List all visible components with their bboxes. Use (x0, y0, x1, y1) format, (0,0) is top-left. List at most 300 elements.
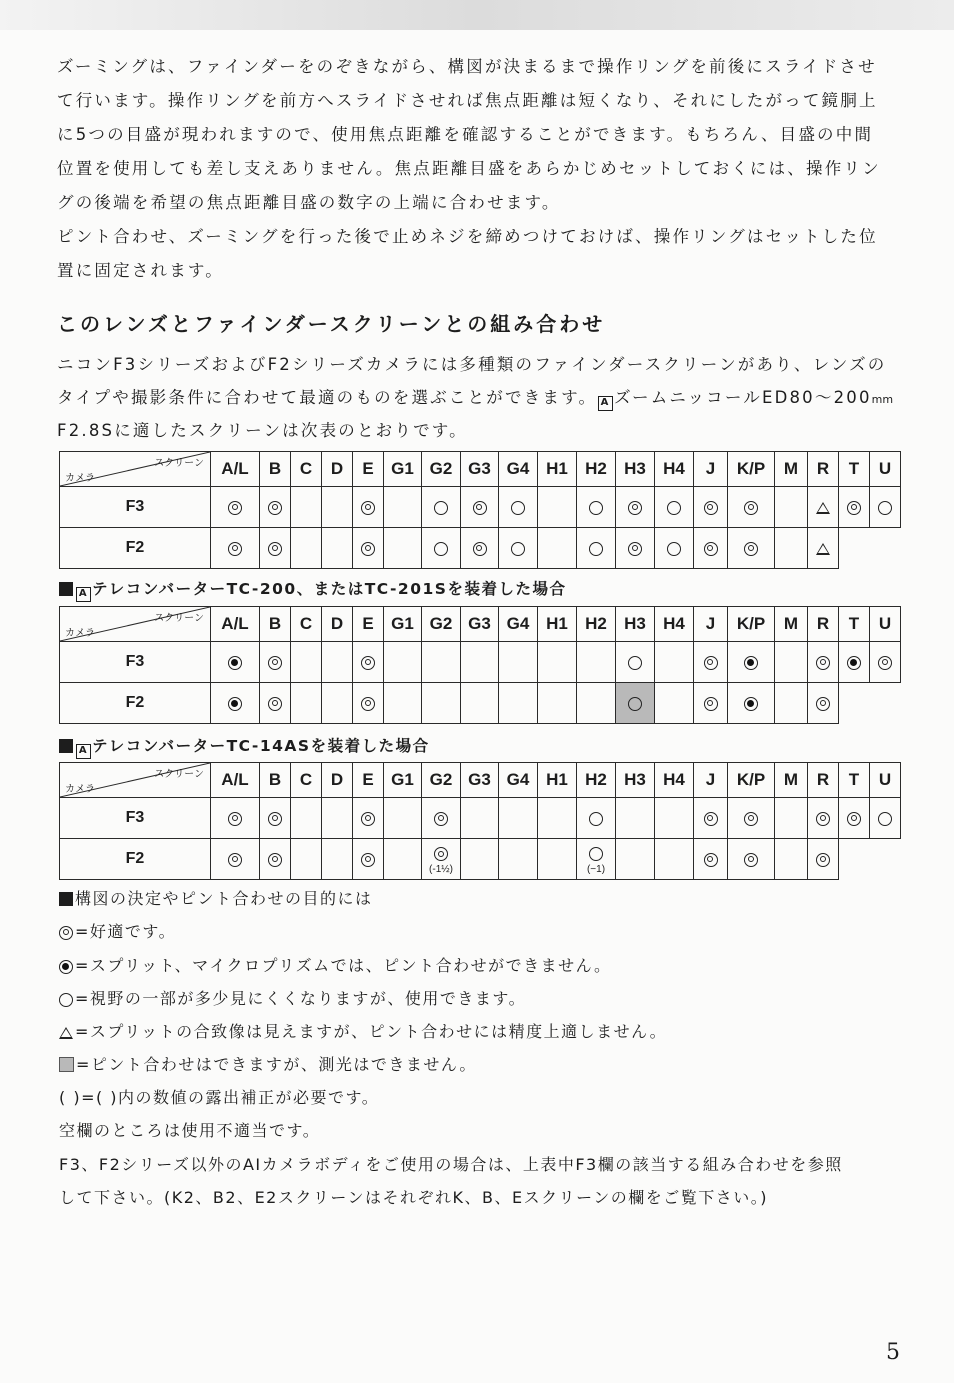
column-header: R (808, 452, 839, 487)
table-cell (353, 839, 384, 880)
table-cell (808, 683, 839, 724)
table-cell (422, 487, 461, 528)
table-cell (775, 683, 808, 724)
intro-line: ズーミングは、ファインダーをのぞきながら、構図が決まるまで操作リングを前後にスライドさせ (57, 57, 877, 76)
column-header: C (291, 607, 322, 642)
legend-item (59, 1019, 667, 1042)
column-header: H1 (538, 452, 577, 487)
table-cell (728, 683, 775, 724)
column-header: E (353, 452, 384, 487)
table-cell (577, 683, 616, 724)
double-circle-icon (361, 656, 375, 670)
double-circle-icon (268, 542, 282, 556)
column-header: H4 (655, 452, 694, 487)
table-cell (694, 798, 728, 839)
circle-icon (511, 542, 525, 556)
column-header: H2 (577, 452, 616, 487)
table-cell (461, 839, 499, 880)
table-cell (291, 642, 322, 683)
exposure-note: (-1½) (429, 863, 453, 875)
legend-blank: 空欄のところは使用不適当です。 (59, 1121, 321, 1140)
column-header: C (291, 452, 322, 487)
table-row (60, 798, 901, 839)
table-cell (291, 487, 322, 528)
table-cell (322, 642, 353, 683)
lens-name: ズームニッコールED80～200 (614, 388, 872, 407)
table-cell (655, 839, 694, 880)
table-cell (499, 528, 538, 569)
column-header: H2 (577, 763, 616, 798)
double-circle-icon (268, 656, 282, 670)
table-cell (728, 487, 775, 528)
table-cell (775, 487, 808, 528)
empty-area (839, 839, 870, 880)
circle-icon (628, 697, 642, 711)
header-corner (60, 763, 211, 798)
screen-table (59, 451, 901, 569)
table-cell (461, 683, 499, 724)
column-header: A/L (211, 763, 260, 798)
table-cell (728, 528, 775, 569)
table-cell (655, 798, 694, 839)
table-cell (422, 642, 461, 683)
legend-text: =好適です。 (75, 922, 177, 941)
shaded-box-icon (59, 1057, 74, 1072)
circle-icon (628, 656, 642, 670)
table-cell (461, 528, 499, 569)
column-header: C (291, 763, 322, 798)
table-cell (870, 487, 901, 528)
table-cell (577, 798, 616, 839)
table-cell (839, 487, 870, 528)
column-header: B (260, 452, 291, 487)
circle-icon (878, 501, 892, 515)
section-line (57, 381, 917, 417)
a-mark-icon: A (598, 396, 613, 411)
empty-area (870, 839, 901, 880)
column-header: G1 (384, 763, 422, 798)
table-cell (808, 798, 839, 839)
table-cell (839, 798, 870, 839)
header-corner (60, 452, 211, 487)
table-cell (384, 798, 422, 839)
table-cell (353, 528, 384, 569)
table-cell (538, 642, 577, 683)
table-cell (655, 528, 694, 569)
column-header: H2 (577, 607, 616, 642)
column-header: G4 (499, 607, 538, 642)
double-circle-icon (59, 926, 73, 940)
column-header: H4 (655, 763, 694, 798)
table-cell (353, 798, 384, 839)
table-cell (728, 798, 775, 839)
table-cell (655, 642, 694, 683)
camera-cell: F2 (60, 683, 211, 724)
double-circle-icon (704, 853, 718, 867)
double-circle-icon (473, 501, 487, 515)
table-cell (461, 798, 499, 839)
square-bullet-icon (59, 892, 73, 906)
table-cell (499, 642, 538, 683)
table-cell (211, 683, 260, 724)
camera-label: カメラ (65, 473, 95, 484)
column-header: R (808, 607, 839, 642)
table-row (60, 528, 901, 569)
table-cell (260, 683, 291, 724)
table-row (60, 487, 901, 528)
table-cell (538, 683, 577, 724)
camera-label: カメラ (65, 628, 95, 639)
double-circle-icon (268, 853, 282, 867)
column-header: H1 (538, 763, 577, 798)
table-cell (291, 683, 322, 724)
double-circle-icon (816, 697, 830, 711)
column-header: B (260, 763, 291, 798)
legend-note: F3、F2シリーズ以外のAIカメラボディをご使用の場合は、上表中F3欄の該当する組み合わせを参照 (59, 1155, 843, 1174)
table-cell (353, 487, 384, 528)
double-circle-icon (228, 542, 242, 556)
legend-text: =視野の一部が多少見にくくなりますが、使用できます。 (75, 989, 527, 1008)
column-header: H1 (538, 607, 577, 642)
table-cell (616, 528, 655, 569)
double-circle-icon (361, 853, 375, 867)
empty-area (870, 683, 901, 724)
filled-circle-icon (59, 960, 73, 974)
double-circle-icon (704, 812, 718, 826)
triangle-icon (816, 502, 830, 514)
table-row (60, 642, 901, 683)
column-header: G2 (422, 452, 461, 487)
table-cell (808, 487, 839, 528)
column-header: K/P (728, 607, 775, 642)
table-cell (384, 839, 422, 880)
a-mark-icon: A (76, 744, 91, 759)
legend-title (59, 886, 373, 909)
column-header: E (353, 607, 384, 642)
circle-icon (434, 501, 448, 515)
table-cell (322, 487, 353, 528)
table-cell (616, 798, 655, 839)
double-circle-icon (816, 812, 830, 826)
table-cell (322, 798, 353, 839)
column-header: H4 (655, 607, 694, 642)
table-cell (577, 528, 616, 569)
double-circle-icon (744, 542, 758, 556)
table-cell (499, 487, 538, 528)
table-cell (577, 642, 616, 683)
table-cell (694, 839, 728, 880)
legend-note: して下さい。(K2、B2、E2スクリーンはそれぞれK、B、Eスクリーンの欄をご覧下さい。) (59, 1188, 769, 1207)
table-cell (291, 839, 322, 880)
intro-line: に5つの目盛が現われますので、使用焦点距離を確認することができます。もちろん、目盛の中間 (57, 125, 874, 144)
column-header: K/P (728, 763, 775, 798)
square-bullet-icon (59, 582, 73, 596)
table-cell (422, 683, 461, 724)
empty-area (839, 528, 870, 569)
a-mark-icon: A (76, 587, 91, 602)
double-circle-icon (268, 501, 282, 515)
column-header: A/L (211, 607, 260, 642)
table-cell (260, 487, 291, 528)
table-cell (211, 642, 260, 683)
table-cell (353, 642, 384, 683)
table-cell (577, 487, 616, 528)
intro-line: ピント合わせ、ズーミングを行った後で止めネジを締めつけておけば、操作リングはセットした位 (57, 227, 878, 246)
column-header: J (694, 452, 728, 487)
double-circle-icon (228, 853, 242, 867)
legend-title-text: 構図の決定やピント合わせの目的には (75, 889, 373, 908)
table-cell (538, 798, 577, 839)
intro-line: 置に固定されます。 (57, 261, 224, 280)
table-cell (808, 642, 839, 683)
table-title (59, 577, 566, 602)
circle-icon (589, 812, 603, 826)
circle-icon (511, 501, 525, 515)
column-header: G3 (461, 607, 499, 642)
circle-icon (589, 847, 603, 861)
double-circle-icon (628, 542, 642, 556)
double-circle-icon (704, 542, 718, 556)
table-cell (384, 487, 422, 528)
filled-circle-icon (228, 697, 242, 711)
column-header: G2 (422, 763, 461, 798)
table-cell (322, 683, 353, 724)
double-circle-icon (704, 656, 718, 670)
header-corner (60, 607, 211, 642)
table-cell (728, 642, 775, 683)
legend-item (59, 953, 612, 976)
table-cell (538, 839, 577, 880)
table-cell (422, 839, 461, 880)
table-cell (616, 642, 655, 683)
table-cell (616, 487, 655, 528)
table-cell (728, 839, 775, 880)
column-header: U (870, 763, 901, 798)
column-header: M (775, 607, 808, 642)
screen-table (59, 762, 901, 880)
column-header: D (322, 607, 353, 642)
double-circle-icon (816, 656, 830, 670)
table-cell (384, 642, 422, 683)
camera-cell: F2 (60, 839, 211, 880)
double-circle-icon (473, 542, 487, 556)
legend-text: =スプリット、マイクロプリズムでは、ピント合わせができません。 (75, 956, 612, 975)
column-header: T (839, 452, 870, 487)
table-cell (422, 528, 461, 569)
double-circle-icon (744, 812, 758, 826)
table-cell (291, 798, 322, 839)
double-circle-icon (878, 656, 892, 670)
circle-icon (59, 993, 73, 1007)
column-header: H3 (616, 763, 655, 798)
circle-icon (667, 501, 681, 515)
camera-cell: F3 (60, 487, 211, 528)
table-title-text: テレコンバーターTC-14ASを装着した場合 (92, 737, 430, 755)
table-cell (384, 683, 422, 724)
table-cell (322, 528, 353, 569)
legend-text: =スプリットの合致像は見えますが、ピント合わせには精度上適しません。 (75, 1022, 668, 1041)
scan-edge (0, 0, 954, 30)
column-header: A/L (211, 452, 260, 487)
table-cell (775, 798, 808, 839)
legend-item (59, 919, 176, 942)
table-cell (616, 839, 655, 880)
table-cell (839, 642, 870, 683)
double-circle-icon (704, 501, 718, 515)
table-cell (499, 798, 538, 839)
section-text: タイプや撮影条件に合わせて最適のものを選ぶことができます。 (57, 388, 598, 407)
table-cell (353, 683, 384, 724)
column-header: G1 (384, 452, 422, 487)
column-header: B (260, 607, 291, 642)
double-circle-icon (816, 853, 830, 867)
table-cell (211, 839, 260, 880)
double-circle-icon (361, 697, 375, 711)
circle-icon (589, 501, 603, 515)
table-cell (577, 839, 616, 880)
table-cell (775, 528, 808, 569)
table-cell (461, 487, 499, 528)
table-cell (694, 683, 728, 724)
table-cell (538, 528, 577, 569)
column-header: R (808, 763, 839, 798)
column-header: U (870, 452, 901, 487)
column-header: G4 (499, 452, 538, 487)
table-cell (870, 798, 901, 839)
section-heading: このレンズとファインダースクリーンとの組み合わせ (57, 312, 606, 336)
table-cell (422, 798, 461, 839)
double-circle-icon (434, 812, 448, 826)
double-circle-icon (228, 812, 242, 826)
screen-label: スクリーン (154, 458, 204, 469)
triangle-icon (59, 1027, 73, 1039)
table-cell (538, 487, 577, 528)
column-header: T (839, 763, 870, 798)
double-circle-icon (228, 501, 242, 515)
screen-label: スクリーン (154, 613, 204, 624)
camera-label: カメラ (65, 784, 95, 795)
column-header: E (353, 763, 384, 798)
circle-icon (667, 542, 681, 556)
column-header: H3 (616, 452, 655, 487)
double-circle-icon (704, 697, 718, 711)
column-header: G3 (461, 452, 499, 487)
table-cell (322, 839, 353, 880)
unit-mm: mm (871, 393, 894, 406)
empty-area (839, 683, 870, 724)
exposure-note: (−1) (586, 863, 606, 875)
page-number: 5 (886, 1340, 900, 1365)
table-title-text: テレコンバーターTC-200、またはTC-201Sを装着した場合 (92, 580, 567, 598)
intro-line: グの後端を希望の焦点距離目盛の数字の上端に合わせます。 (57, 193, 561, 212)
table-cell (384, 528, 422, 569)
table-cell (616, 683, 655, 724)
circle-icon (589, 542, 603, 556)
column-header: J (694, 763, 728, 798)
table-title (59, 734, 430, 759)
column-header: K/P (728, 452, 775, 487)
table-cell (211, 487, 260, 528)
circle-icon (434, 542, 448, 556)
triangle-icon (816, 543, 830, 555)
filled-circle-icon (847, 656, 861, 670)
table-cell (655, 683, 694, 724)
column-header: G1 (384, 607, 422, 642)
double-circle-icon (361, 501, 375, 515)
table-cell (808, 528, 839, 569)
filled-circle-icon (744, 656, 758, 670)
column-header: H3 (616, 607, 655, 642)
table-cell (260, 528, 291, 569)
table-cell (499, 839, 538, 880)
double-circle-icon (847, 812, 861, 826)
legend-text: =ピント合わせはできますが、測光はできません。 (76, 1055, 477, 1074)
intro-line: 位置を使用しても差し支えありません。焦点距離目盛をあらかじめセットしておくには、操作リン (57, 159, 881, 178)
screen-label: スクリーン (154, 769, 204, 780)
legend-item (59, 1052, 477, 1075)
camera-cell: F3 (60, 642, 211, 683)
double-circle-icon (434, 847, 448, 861)
column-header: U (870, 607, 901, 642)
table-row (60, 839, 901, 880)
double-circle-icon (361, 812, 375, 826)
table-cell (694, 487, 728, 528)
double-circle-icon (361, 542, 375, 556)
table-cell (870, 642, 901, 683)
filled-circle-icon (744, 697, 758, 711)
legend-item (59, 986, 526, 1009)
table-cell (694, 528, 728, 569)
empty-area (870, 528, 901, 569)
table-cell (291, 528, 322, 569)
column-header: T (839, 607, 870, 642)
filled-circle-icon (228, 656, 242, 670)
double-circle-icon (628, 501, 642, 515)
column-header: D (322, 763, 353, 798)
table-cell (260, 839, 291, 880)
screen-table (59, 606, 901, 724)
table-cell (694, 642, 728, 683)
table-row (60, 683, 901, 724)
column-header: M (775, 452, 808, 487)
double-circle-icon (268, 697, 282, 711)
camera-cell: F2 (60, 528, 211, 569)
table-cell (775, 839, 808, 880)
double-circle-icon (847, 501, 861, 515)
column-header: M (775, 763, 808, 798)
table-cell (461, 642, 499, 683)
square-bullet-icon (59, 739, 73, 753)
column-header: D (322, 452, 353, 487)
column-header: G3 (461, 763, 499, 798)
table-cell (808, 839, 839, 880)
double-circle-icon (744, 501, 758, 515)
table-cell (260, 798, 291, 839)
table-cell (499, 683, 538, 724)
double-circle-icon (268, 812, 282, 826)
column-header: G4 (499, 763, 538, 798)
table-cell (211, 798, 260, 839)
table-cell (211, 528, 260, 569)
table-cell (655, 487, 694, 528)
circle-icon (878, 812, 892, 826)
table-cell (775, 642, 808, 683)
column-header: J (694, 607, 728, 642)
column-header: G2 (422, 607, 461, 642)
table-cell (260, 642, 291, 683)
camera-cell: F3 (60, 798, 211, 839)
legend-paren: ( )=( )内の数値の露出補正が必要です。 (59, 1088, 380, 1107)
